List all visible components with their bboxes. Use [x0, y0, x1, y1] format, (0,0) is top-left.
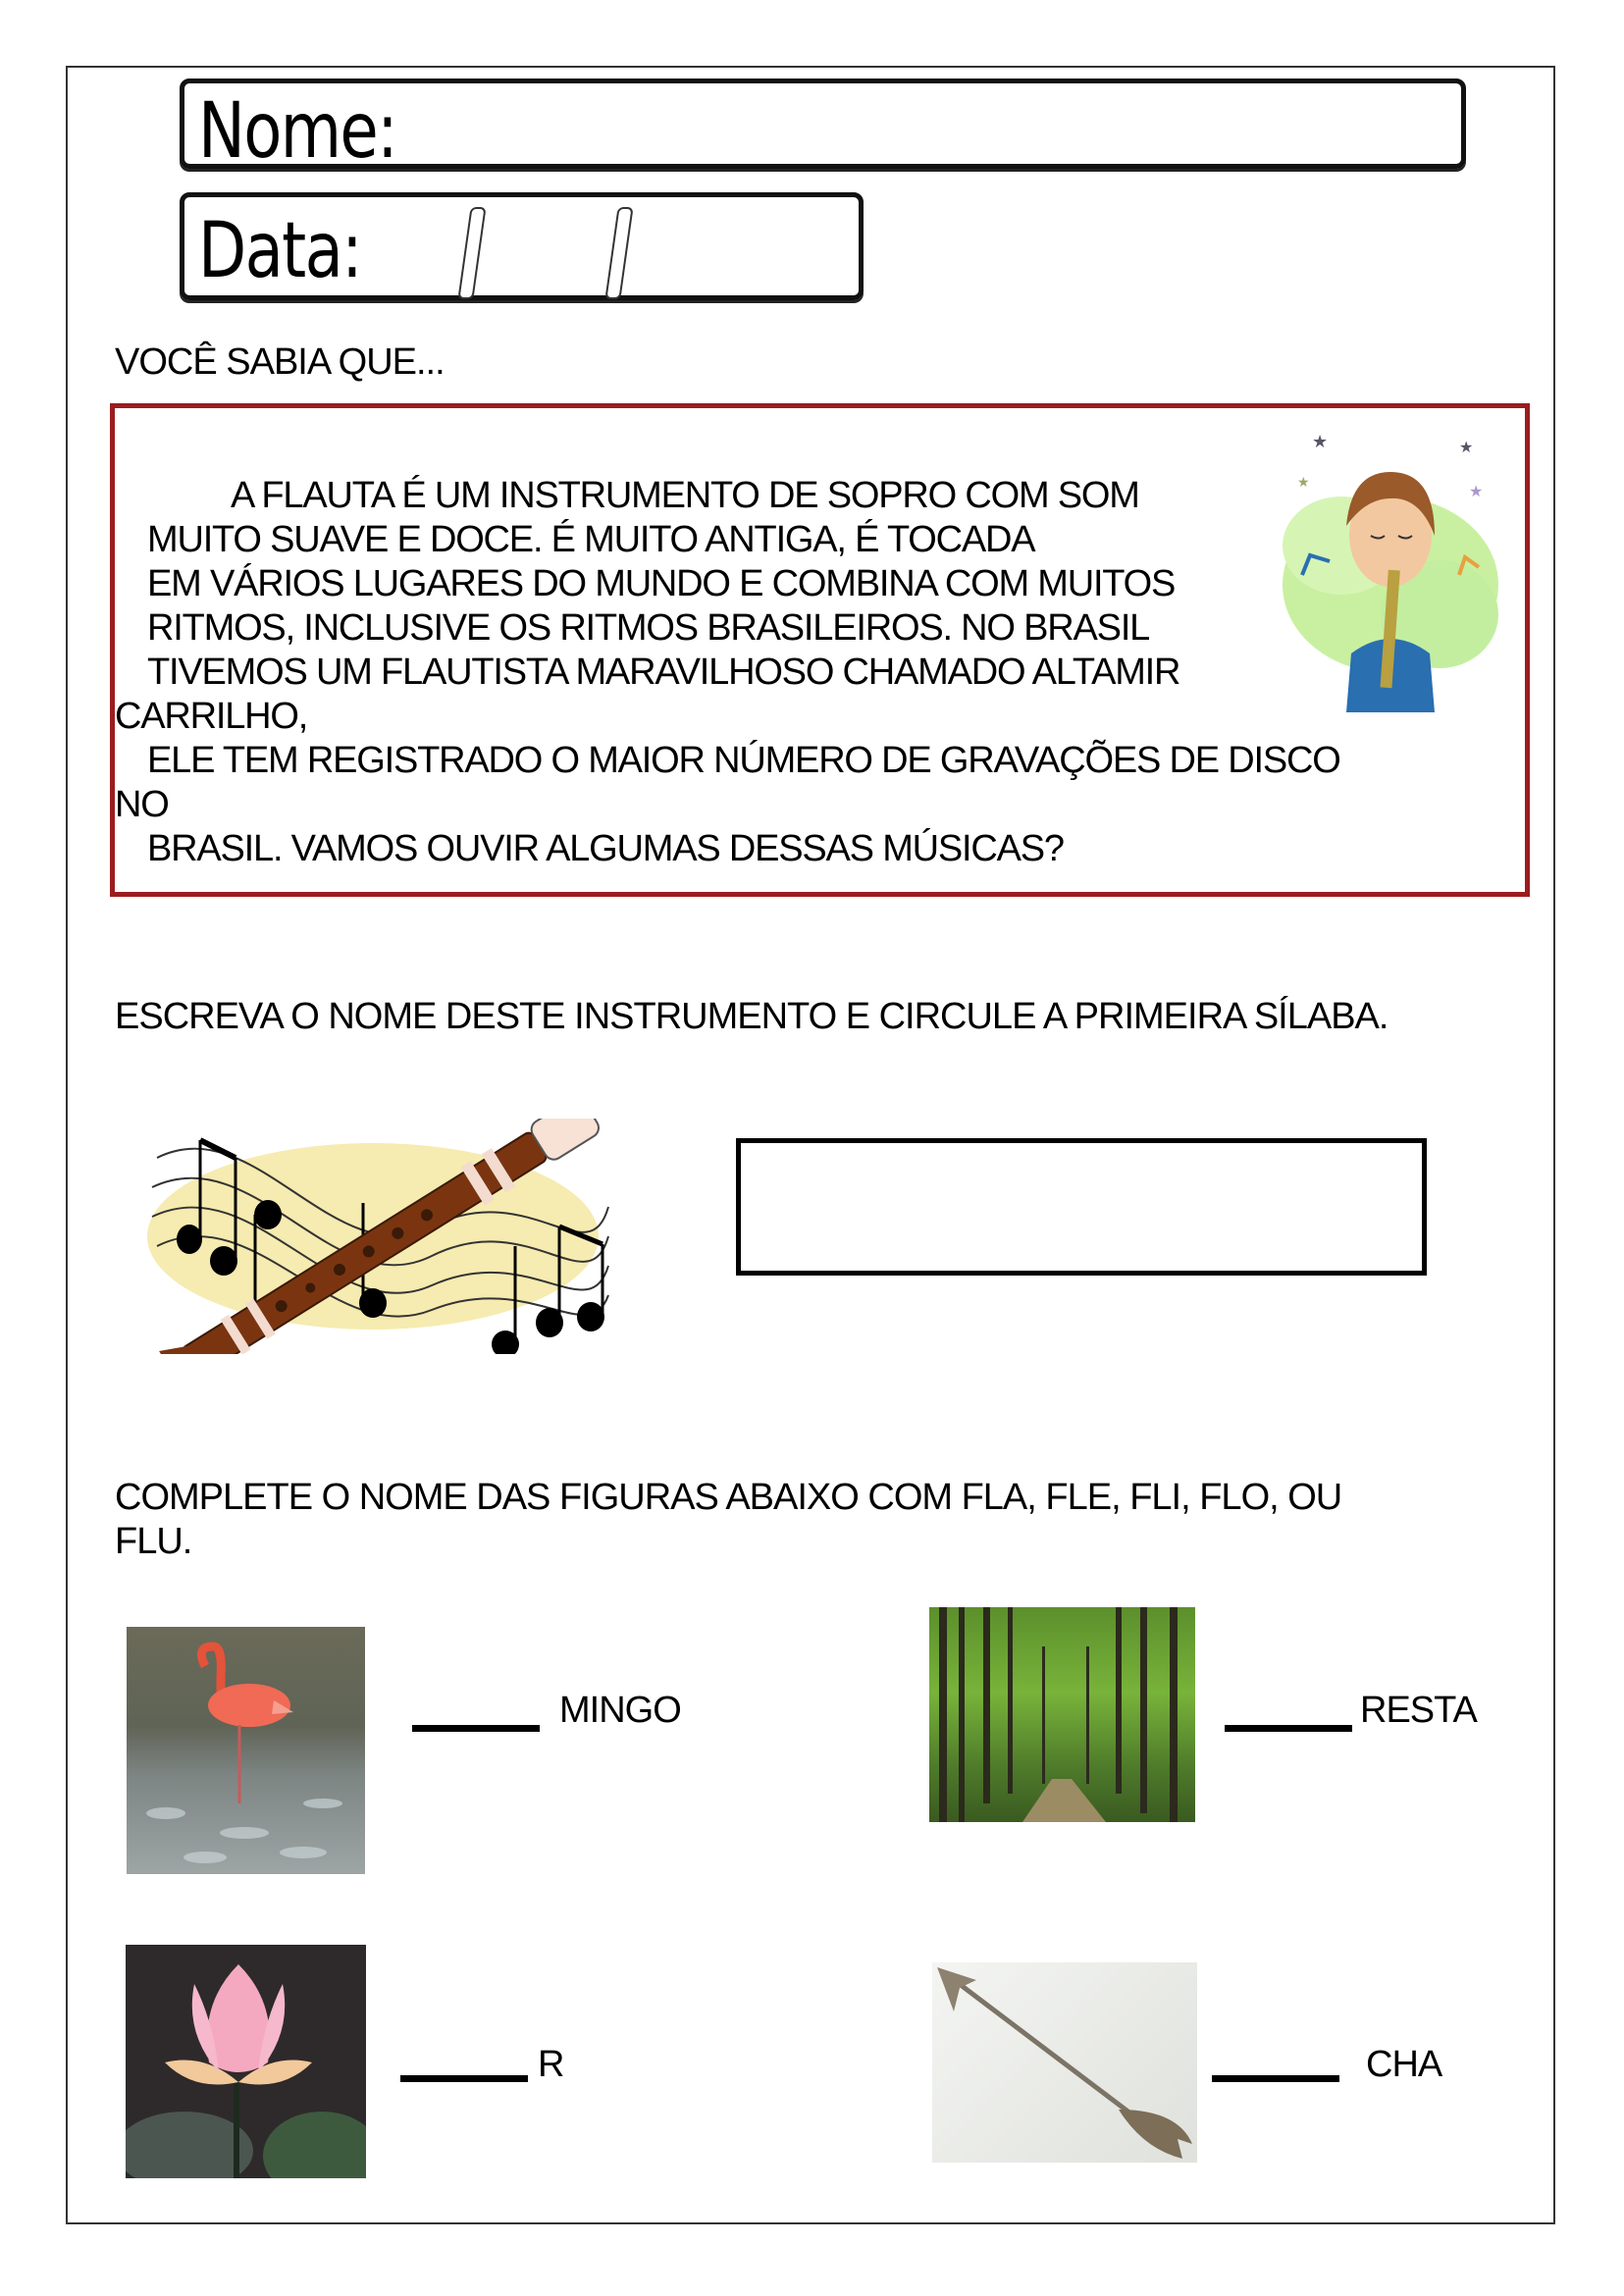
- instrument-name-answer-box[interactable]: [736, 1138, 1427, 1276]
- info-line: A FLAUTA É UM INSTRUMENTO DE SOPRO COM SOM: [231, 475, 1139, 516]
- answer-blank-1[interactable]: [412, 1725, 540, 1732]
- word-suffix-2: RESTA: [1360, 1690, 1477, 1731]
- word-suffix-1: MINGO: [559, 1690, 681, 1731]
- intro-heading: VOCÊ SABIA QUE...: [115, 341, 445, 383]
- svg-text:★: ★: [1312, 432, 1329, 451]
- word-suffix-4: CHA: [1366, 2044, 1442, 2085]
- info-line: MUITO SUAVE E DOCE. É MUITO ANTIGA, É TOCADA: [147, 519, 1035, 560]
- exercise2-instruction-line1: COMPLETE O NOME DAS FIGURAS ABAIXO COM FLA, FLE, FLI, FLO, OU: [115, 1477, 1342, 1518]
- svg-text:★: ★: [1459, 440, 1474, 456]
- name-label: Nome:: [198, 87, 396, 176]
- info-line: BRASIL. VAMOS OUVIR ALGUMAS DESSAS MÚSICAS?: [147, 828, 1064, 869]
- forest-image: [929, 1607, 1195, 1822]
- answer-blank-2[interactable]: [1225, 1725, 1352, 1732]
- answer-blank-4[interactable]: [1212, 2075, 1339, 2082]
- date-separator-2: [604, 207, 633, 299]
- arrow-image: [932, 1962, 1197, 2163]
- word-suffix-3: R: [538, 2044, 564, 2085]
- date-label: Data:: [198, 207, 362, 295]
- exercise1-instruction: ESCREVA O NOME DESTE INSTRUMENTO E CIRCULE A PRIMEIRA SÍLABA.: [115, 996, 1388, 1037]
- info-line: ELE TEM REGISTRADO O MAIOR NÚMERO DE GRAVAÇÕES DE DISCO: [147, 740, 1340, 781]
- lotus-flower-image: [126, 1945, 366, 2178]
- date-separator-1: [457, 207, 486, 299]
- info-line: TIVEMOS UM FLAUTISTA MARAVILHOSO CHAMADO ALTAMIR: [147, 652, 1180, 693]
- svg-text:★: ★: [1297, 474, 1310, 490]
- svg-text:★: ★: [1469, 484, 1484, 500]
- info-line: EM VÁRIOS LUGARES DO MUNDO E COMBINA COM MUITOS: [147, 563, 1176, 604]
- flamingo-image: [127, 1627, 365, 1874]
- recorder-flute-image: [137, 1119, 638, 1354]
- info-line: RITMOS, INCLUSIVE OS RITMOS BRASILEIROS. NO BRASIL: [147, 607, 1150, 649]
- info-line: NO: [115, 784, 169, 825]
- info-box: [110, 403, 1530, 897]
- exercise2-instruction-line2: FLU.: [115, 1521, 192, 1562]
- date-field[interactable]: [180, 192, 864, 300]
- answer-blank-3[interactable]: [400, 2075, 528, 2082]
- info-line: CARRILHO,: [115, 696, 308, 737]
- name-field[interactable]: [180, 78, 1466, 176]
- child-flute-illustration: [1273, 428, 1508, 712]
